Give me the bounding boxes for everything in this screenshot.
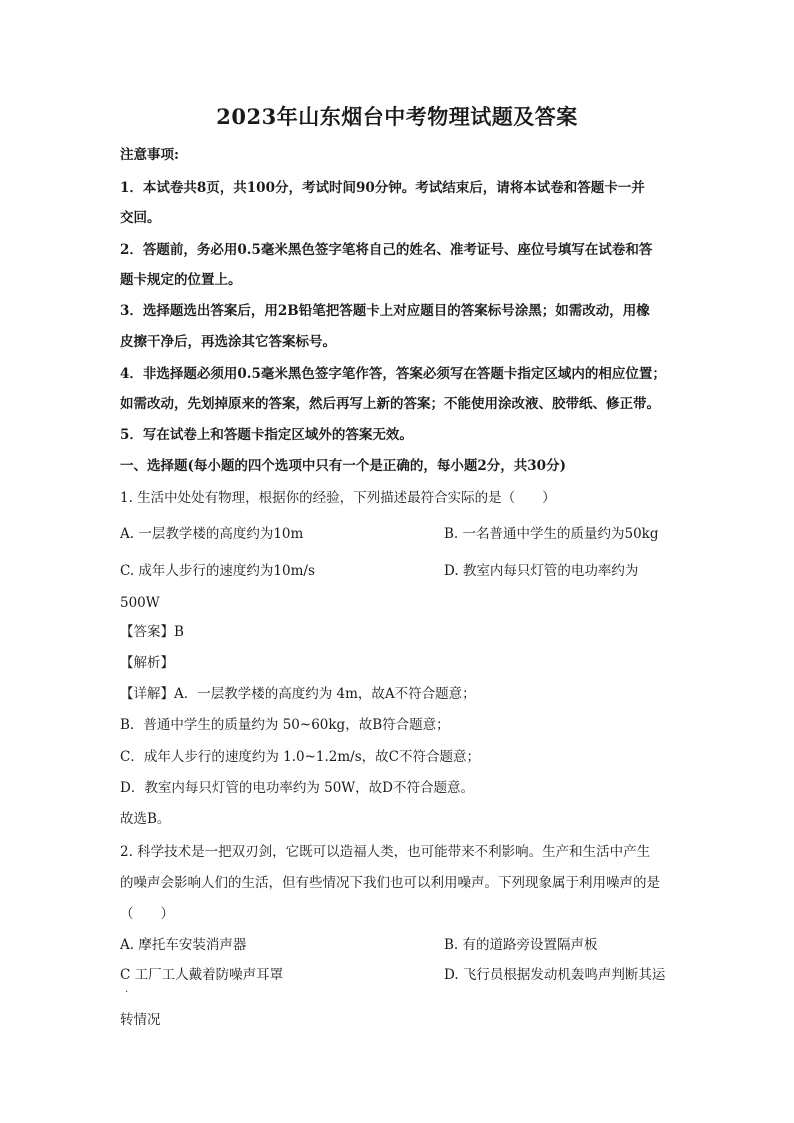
question-2-stem-line: 的噪声会影响人们的生活，但有些情况下我们也可以利用噪声。下列现象属于利用噪声的是 [120,875,660,891]
notice-line: 3．选择题选出答案后，用2B铅笔把答题卡上对应题目的答案标号涂黑；如需改动，用橡 [120,303,650,319]
question-1-option-d-continued: 500W [120,595,160,611]
question-1-answer: 【答案】B [120,624,184,640]
question-1-option-d: D. 教室内每只灯管的电功率约为 [444,563,639,579]
question-2-option-d: D. 飞行员根据发动机轰鸣声判断其运 [444,967,666,983]
notice-line: 题卡规定的位置上。 [120,272,242,288]
question-2-option-c: C 工厂工人戴着防噪声耳罩 [120,967,284,983]
question-1-detail-line: D．教室内每只灯管的电功率约为 50W，故D不符合题意。 [120,780,474,796]
question-2-option-b: B. 有的道路旁设置隔声板 [444,937,598,953]
question-2-option-c-dot: . [125,984,129,995]
notice-line: 皮擦干净后，再选涂其它答案标号。 [120,334,336,350]
section-heading: 一、选择题(每小题的四个选项中只有一个是正确的，每小题2分，共30分) [120,458,566,474]
question-2-stem-line: （ ） [120,906,174,922]
question-1-detail-line: 【详解】A．一层教学楼的高度约为 4m，故A不符合题意； [120,686,476,702]
question-1-detail-line: B．普通中学生的质量约为 50~60kg，故B符合题意； [120,717,450,733]
notice-line: 5．写在试卷上和答题卡指定区域外的答案无效。 [120,427,413,443]
notice-line: 交回。 [120,210,161,226]
question-2-option-d-continued: 转情况 [120,1012,161,1028]
question-1-conclusion: 故选B。 [120,811,171,827]
question-2-stem-line: 2. 科学技术是一把双刃剑，它既可以造福人类，也可能带来不利影响。生产和生活中产生 [120,844,651,860]
question-1-analysis-heading: 【解析】 [120,655,174,671]
question-2-option-a: A. 摩托车安装消声器 [120,937,247,953]
question-1-option-b: B. 一名普通中学生的质量约为50kg [444,526,659,542]
question-1-stem: 1. 生活中处处有物理，根据你的经验，下列描述最符合实际的是（ ） [120,490,556,506]
question-1-detail-line: C．成年人步行的速度约为 1.0~1.2m/s，故C不符合题意； [120,749,480,765]
notice-line: 4．非选择题必须用0.5毫米黑色签字笔作答，答案必须写在答题卡指定区域内的相应位置； [120,366,666,382]
notice-line: 2．答题前，务必用0.5毫米黑色签字笔将自己的姓名、准考证号、座位号填写在试卷和答 [120,242,653,258]
notice-line: 1．本试卷共8页，共100分，考试时间90分钟。考试结束后，请将本试卷和答题卡一并 [120,180,645,196]
page-title: 2023年山东烟台中考物理试题及答案 [216,104,578,129]
notice-line: 如需改动，先划掉原来的答案，然后再写上新的答案；不能使用涂改液、胶带纸、修正带。 [120,396,660,412]
notice-heading: 注意事项: [120,147,179,163]
question-1-option-c: C. 成年人步行的速度约为10m/s [120,563,315,579]
question-1-option-a: A. 一层教学楼的高度约为10m [120,526,304,542]
